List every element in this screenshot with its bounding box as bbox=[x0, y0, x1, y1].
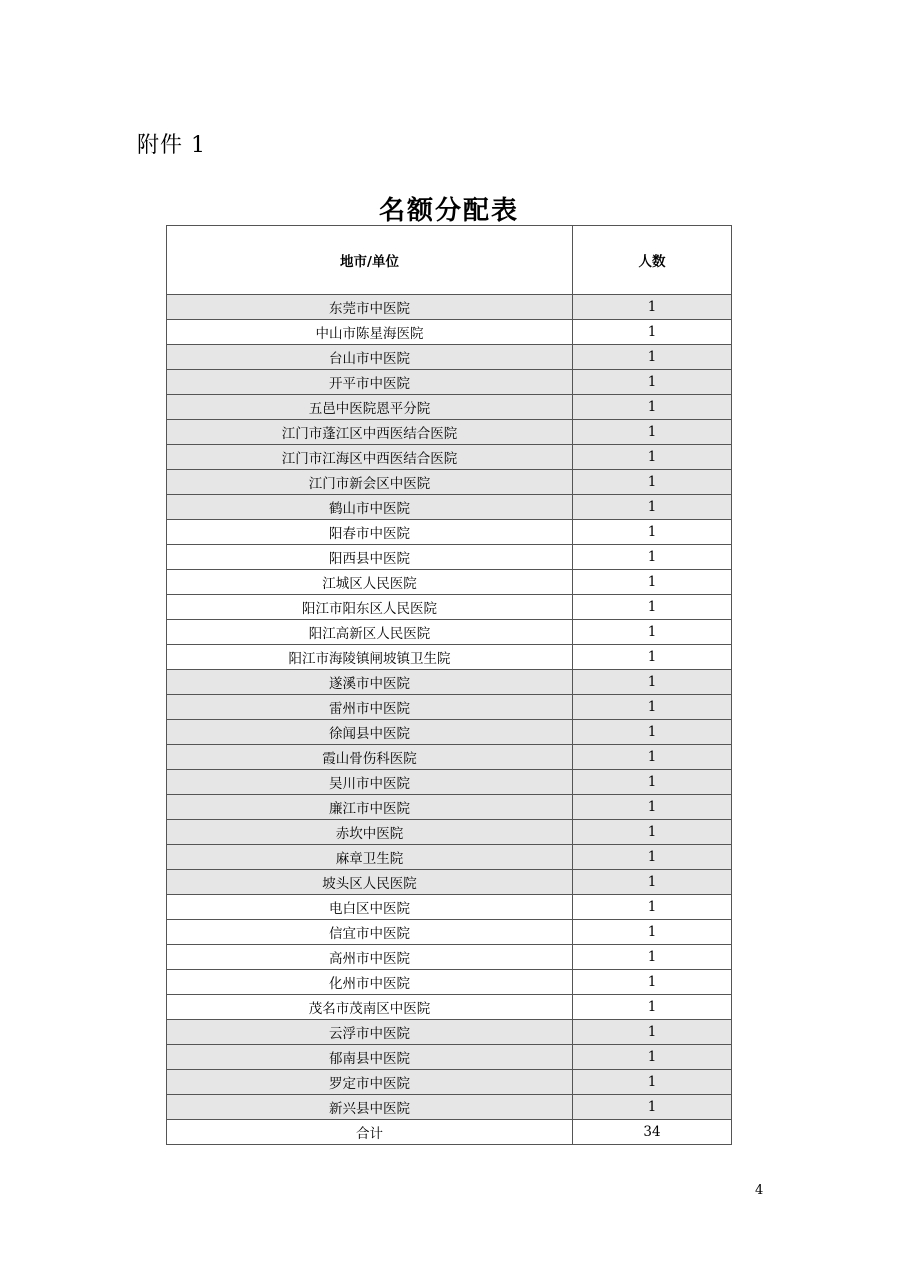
unit-cell: 茂名市茂南区中医院 bbox=[167, 995, 573, 1020]
count-cell: 1 bbox=[573, 1045, 732, 1070]
count-cell: 1 bbox=[573, 695, 732, 720]
unit-cell: 廉江市中医院 bbox=[167, 795, 573, 820]
count-cell: 1 bbox=[573, 595, 732, 620]
table-row bbox=[167, 545, 732, 570]
count-cell: 1 bbox=[573, 520, 732, 545]
count-cell: 1 bbox=[573, 470, 732, 495]
table-body bbox=[167, 295, 732, 1145]
count-cell: 1 bbox=[573, 945, 732, 970]
count-cell: 1 bbox=[573, 1020, 732, 1045]
count-cell: 1 bbox=[573, 770, 732, 795]
count-cell: 1 bbox=[573, 545, 732, 570]
table-row bbox=[167, 1045, 732, 1070]
header-unit: 地市/单位 bbox=[167, 226, 573, 295]
count-cell: 1 bbox=[573, 420, 732, 445]
count-cell: 1 bbox=[573, 670, 732, 695]
table-row bbox=[167, 745, 732, 770]
unit-cell: 信宜市中医院 bbox=[167, 920, 573, 945]
count-cell: 1 bbox=[573, 970, 732, 995]
document-title: 名额分配表 bbox=[378, 196, 519, 226]
count-cell: 1 bbox=[573, 795, 732, 820]
table-row bbox=[167, 1070, 732, 1095]
unit-cell: 江门市蓬江区中西医结合医院 bbox=[167, 420, 573, 445]
count-cell: 1 bbox=[573, 345, 732, 370]
unit-cell: 郁南县中医院 bbox=[167, 1045, 573, 1070]
count-cell: 1 bbox=[573, 995, 732, 1020]
count-cell: 1 bbox=[573, 445, 732, 470]
unit-cell: 电白区中医院 bbox=[167, 895, 573, 920]
unit-cell: 阳春市中医院 bbox=[167, 520, 573, 545]
quota-table bbox=[166, 225, 732, 1145]
unit-cell: 台山市中医院 bbox=[167, 345, 573, 370]
unit-cell: 徐闻县中医院 bbox=[167, 720, 573, 745]
table-row bbox=[167, 420, 732, 445]
unit-cell: 阳江市海陵镇闸坡镇卫生院 bbox=[167, 645, 573, 670]
unit-cell: 江门市新会区中医院 bbox=[167, 470, 573, 495]
table-row bbox=[167, 570, 732, 595]
unit-cell: 阳江高新区人民医院 bbox=[167, 620, 573, 645]
count-cell: 1 bbox=[573, 720, 732, 745]
table-row bbox=[167, 345, 732, 370]
table-row bbox=[167, 720, 732, 745]
count-cell: 1 bbox=[573, 845, 732, 870]
unit-cell: 霞山骨伤科医院 bbox=[167, 745, 573, 770]
unit-cell: 阳西县中医院 bbox=[167, 545, 573, 570]
table-row bbox=[167, 820, 732, 845]
unit-cell: 五邑中医院恩平分院 bbox=[167, 395, 573, 420]
unit-cell: 中山市陈星海医院 bbox=[167, 320, 573, 345]
table-row bbox=[167, 870, 732, 895]
table-row bbox=[167, 1020, 732, 1045]
table-row bbox=[167, 995, 732, 1020]
table-row bbox=[167, 970, 732, 995]
table-row bbox=[167, 620, 732, 645]
unit-cell: 遂溪市中医院 bbox=[167, 670, 573, 695]
table-row bbox=[167, 470, 732, 495]
page-number: 4 bbox=[755, 1183, 764, 1198]
total-label: 合计 bbox=[167, 1120, 573, 1145]
count-cell: 1 bbox=[573, 1070, 732, 1095]
unit-cell: 东莞市中医院 bbox=[167, 295, 573, 320]
unit-cell: 罗定市中医院 bbox=[167, 1070, 573, 1095]
count-cell: 1 bbox=[573, 820, 732, 845]
header-count: 人数 bbox=[573, 226, 732, 295]
count-cell: 1 bbox=[573, 745, 732, 770]
count-cell: 1 bbox=[573, 320, 732, 345]
unit-cell: 阳江市阳东区人民医院 bbox=[167, 595, 573, 620]
unit-cell: 化州市中医院 bbox=[167, 970, 573, 995]
unit-cell: 高州市中医院 bbox=[167, 945, 573, 970]
unit-cell: 吴川市中医院 bbox=[167, 770, 573, 795]
table-row bbox=[167, 595, 732, 620]
table-row bbox=[167, 645, 732, 670]
unit-cell: 江门市江海区中西医结合医院 bbox=[167, 445, 573, 470]
unit-cell: 江城区人民医院 bbox=[167, 570, 573, 595]
table-header-row bbox=[167, 226, 732, 295]
count-cell: 1 bbox=[573, 570, 732, 595]
unit-cell: 麻章卫生院 bbox=[167, 845, 573, 870]
count-cell: 1 bbox=[573, 495, 732, 520]
unit-cell: 新兴县中医院 bbox=[167, 1095, 573, 1120]
table-row bbox=[167, 795, 732, 820]
table-row bbox=[167, 320, 732, 345]
unit-cell: 坡头区人民医院 bbox=[167, 870, 573, 895]
total-count: 34 bbox=[573, 1120, 732, 1145]
table-row bbox=[167, 695, 732, 720]
table-row bbox=[167, 1095, 732, 1120]
count-cell: 1 bbox=[573, 645, 732, 670]
count-cell: 1 bbox=[573, 395, 732, 420]
table-row bbox=[167, 395, 732, 420]
attachment-label: 附件 1 bbox=[137, 133, 206, 158]
table-row bbox=[167, 845, 732, 870]
table-row bbox=[167, 370, 732, 395]
table-row bbox=[167, 770, 732, 795]
table-row bbox=[167, 495, 732, 520]
count-cell: 1 bbox=[573, 370, 732, 395]
count-cell: 1 bbox=[573, 920, 732, 945]
table-row bbox=[167, 520, 732, 545]
unit-cell: 开平市中医院 bbox=[167, 370, 573, 395]
table-row bbox=[167, 895, 732, 920]
table-row bbox=[167, 295, 732, 320]
unit-cell: 云浮市中医院 bbox=[167, 1020, 573, 1045]
unit-cell: 雷州市中医院 bbox=[167, 695, 573, 720]
table-row bbox=[167, 945, 732, 970]
total-row bbox=[167, 1120, 732, 1145]
count-cell: 1 bbox=[573, 1095, 732, 1120]
count-cell: 1 bbox=[573, 895, 732, 920]
table-row bbox=[167, 445, 732, 470]
count-cell: 1 bbox=[573, 870, 732, 895]
count-cell: 1 bbox=[573, 295, 732, 320]
table-row bbox=[167, 920, 732, 945]
unit-cell: 赤坎中医院 bbox=[167, 820, 573, 845]
count-cell: 1 bbox=[573, 620, 732, 645]
table-row bbox=[167, 670, 732, 695]
unit-cell: 鹤山市中医院 bbox=[167, 495, 573, 520]
